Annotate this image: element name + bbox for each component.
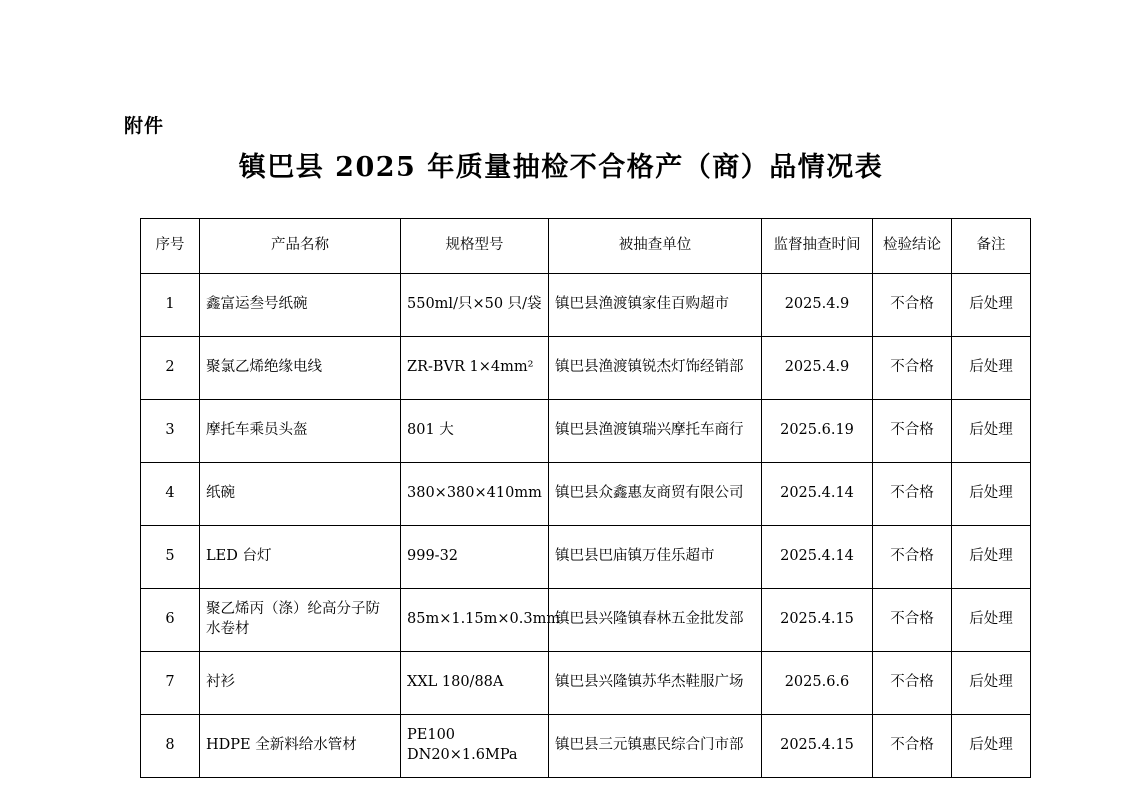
cell-product: 摩托车乘员头盔 [200, 400, 401, 463]
cell-note: 后处理 [952, 274, 1031, 337]
table-row [141, 463, 1031, 526]
column-header-spec: 规格型号 [401, 219, 549, 274]
cell-spec: 380×380×410mm [401, 463, 549, 526]
cell-index: 4 [141, 463, 200, 526]
cell-date: 2025.6.19 [762, 400, 873, 463]
table-row [141, 715, 1031, 778]
cell-unit: 镇巴县渔渡镇家佳百购超市 [549, 274, 762, 337]
column-header-result: 检验结论 [873, 219, 952, 274]
table-row [141, 589, 1031, 652]
cell-note: 后处理 [952, 715, 1031, 778]
cell-index: 6 [141, 589, 200, 652]
table-header [141, 219, 1031, 274]
cell-result: 不合格 [873, 715, 952, 778]
page-title: 镇巴县 2025 年质量抽检不合格产（商）品情况表 [238, 152, 884, 183]
cell-product: 鑫富运叁号纸碗 [200, 274, 401, 337]
cell-result: 不合格 [873, 337, 952, 400]
table-header-row [141, 219, 1031, 274]
cell-spec: PE100 DN20×1.6MPa [401, 715, 549, 778]
cell-note: 后处理 [952, 526, 1031, 589]
table-row [141, 526, 1031, 589]
cell-date: 2025.6.6 [762, 652, 873, 715]
cell-unit: 镇巴县巴庙镇万佳乐超市 [549, 526, 762, 589]
cell-date: 2025.4.15 [762, 589, 873, 652]
cell-product: LED 台灯 [200, 526, 401, 589]
cell-result: 不合格 [873, 463, 952, 526]
cell-index: 8 [141, 715, 200, 778]
cell-date: 2025.4.9 [762, 337, 873, 400]
cell-date: 2025.4.15 [762, 715, 873, 778]
cell-spec: 999-32 [401, 526, 549, 589]
cell-spec: ZR-BVR 1×4mm² [401, 337, 549, 400]
cell-index: 3 [141, 400, 200, 463]
cell-spec: 801 大 [401, 400, 549, 463]
cell-unit: 镇巴县众鑫惠友商贸有限公司 [549, 463, 762, 526]
cell-unit: 镇巴县渔渡镇锐杰灯饰经销部 [549, 337, 762, 400]
cell-product: 聚氯乙烯绝缘电线 [200, 337, 401, 400]
column-header-note: 备注 [952, 219, 1031, 274]
cell-date: 2025.4.9 [762, 274, 873, 337]
cell-index: 2 [141, 337, 200, 400]
table-row [141, 274, 1031, 337]
column-header-unit: 被抽查单位 [549, 219, 762, 274]
cell-unit: 镇巴县兴隆镇春林五金批发部 [549, 589, 762, 652]
cell-note: 后处理 [952, 463, 1031, 526]
cell-index: 7 [141, 652, 200, 715]
cell-product: 衬衫 [200, 652, 401, 715]
table-body [141, 274, 1031, 778]
column-header-date: 监督抽查时间 [762, 219, 873, 274]
cell-spec: XXL 180/88A [401, 652, 549, 715]
column-header-product: 产品名称 [200, 219, 401, 274]
cell-spec: 85m×1.15m×0.3mm [401, 589, 549, 652]
cell-index: 5 [141, 526, 200, 589]
cell-note: 后处理 [952, 589, 1031, 652]
table-row [141, 400, 1031, 463]
cell-date: 2025.4.14 [762, 526, 873, 589]
cell-index: 1 [141, 274, 200, 337]
cell-product: 聚乙烯丙（涤）纶高分子防水卷材 [200, 589, 401, 652]
table-row [141, 652, 1031, 715]
cell-note: 后处理 [952, 337, 1031, 400]
inspection-results-table [140, 218, 1031, 778]
cell-result: 不合格 [873, 400, 952, 463]
cell-result: 不合格 [873, 652, 952, 715]
table-row [141, 337, 1031, 400]
cell-unit: 镇巴县渔渡镇瑞兴摩托车商行 [549, 400, 762, 463]
cell-product: HDPE 全新料给水管材 [200, 715, 401, 778]
column-header-index: 序号 [141, 219, 200, 274]
cell-result: 不合格 [873, 274, 952, 337]
cell-unit: 镇巴县三元镇惠民综合门市部 [549, 715, 762, 778]
cell-result: 不合格 [873, 526, 952, 589]
cell-spec: 550ml/只×50 只/袋 [401, 274, 549, 337]
attachment-label: 附件 [124, 115, 165, 137]
cell-unit: 镇巴县兴隆镇苏华杰鞋服广场 [549, 652, 762, 715]
cell-date: 2025.4.14 [762, 463, 873, 526]
cell-note: 后处理 [952, 652, 1031, 715]
cell-result: 不合格 [873, 589, 952, 652]
cell-note: 后处理 [952, 400, 1031, 463]
cell-product: 纸碗 [200, 463, 401, 526]
